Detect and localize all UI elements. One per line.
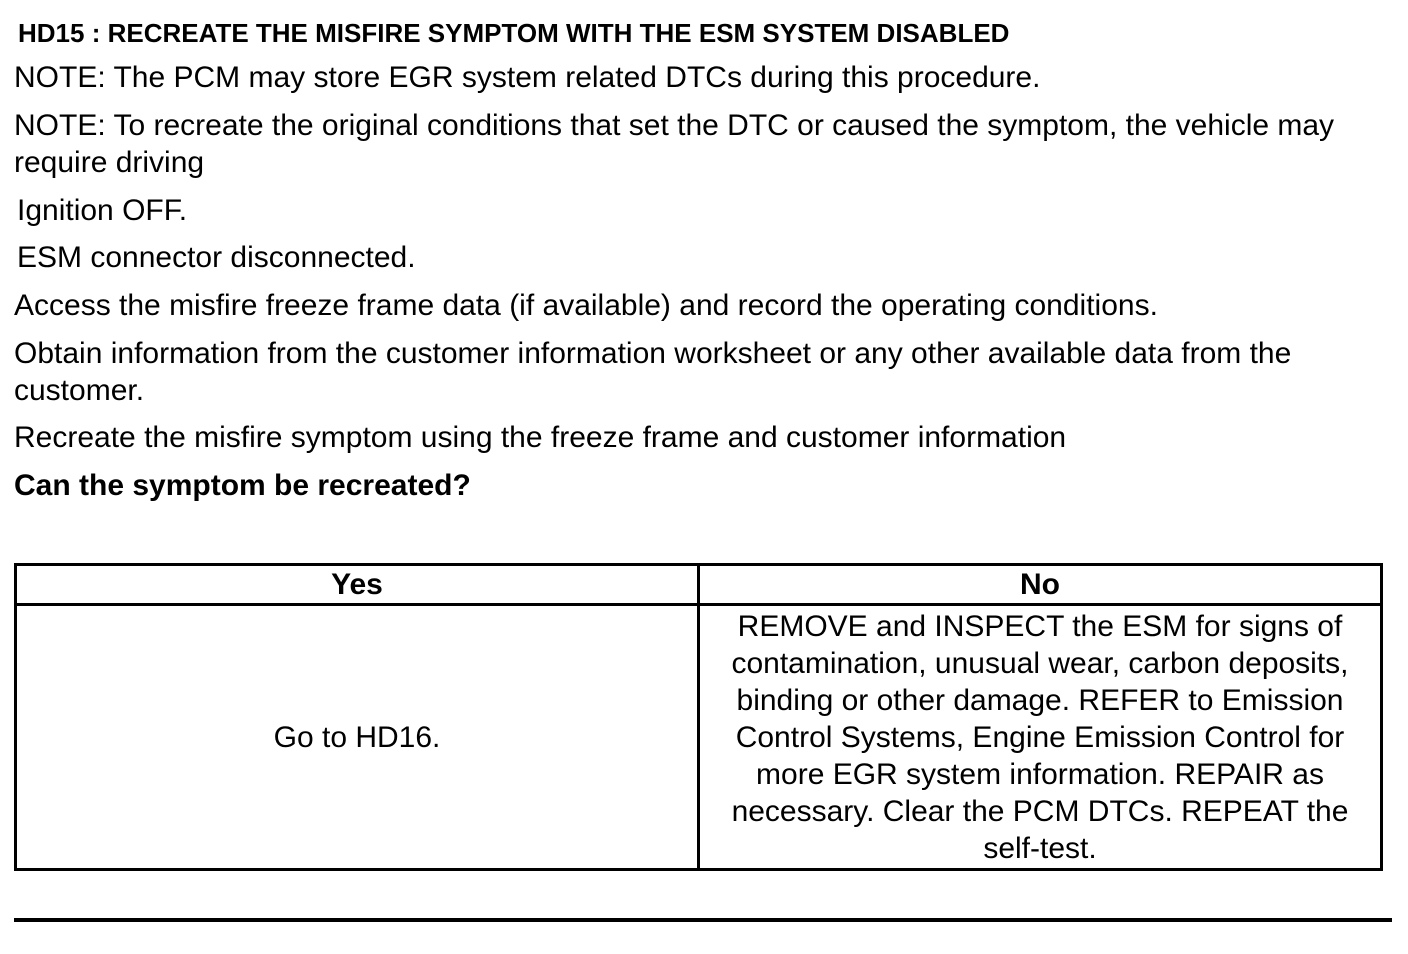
yes-action: Go to HD16. [16, 605, 699, 870]
condition-esm-disconnected: ESM connector disconnected. [17, 241, 416, 274]
page-divider [14, 918, 1392, 922]
no-action: REMOVE and INSPECT the ESM for signs of contamination, unusual wear, carbon deposits, binding or other damage. REFER to Emission Control Systems, Engine Emission Control for more EGR system information. REPAIR as necessary. Clear the PCM DTCs. REPEAT the self-test. [699, 605, 1382, 870]
note-recreate-conditions: NOTE: To recreate the original conditions that set the DTC or caused the symptom, the vehicle may require driving [14, 109, 1335, 179]
instruction-recreate-symptom: Recreate the misfire symptom using the freeze frame and customer information [14, 421, 1067, 454]
step-title: HD15 : RECREATE THE MISFIRE SYMPTOM WITH THE ESM SYSTEM DISABLED [18, 18, 1010, 48]
instruction-customer-info: Obtain information from the customer information worksheet or any other available data from the customer. [14, 337, 1292, 407]
instruction-freeze-frame: Access the misfire freeze frame data (if available) and record the operating conditions. [14, 289, 1158, 322]
condition-ignition-off: Ignition OFF. [17, 194, 188, 227]
answer-header-row [16, 565, 1382, 605]
note-pcm-dtcs: NOTE: The PCM may store EGR system related DTCs during this procedure. [14, 61, 1041, 94]
yes-header: Yes [16, 565, 699, 605]
answer-table [14, 563, 1383, 871]
answer-action-row [16, 605, 1382, 870]
step-question: Can the symptom be recreated? [14, 469, 471, 502]
no-header: No [699, 565, 1382, 605]
